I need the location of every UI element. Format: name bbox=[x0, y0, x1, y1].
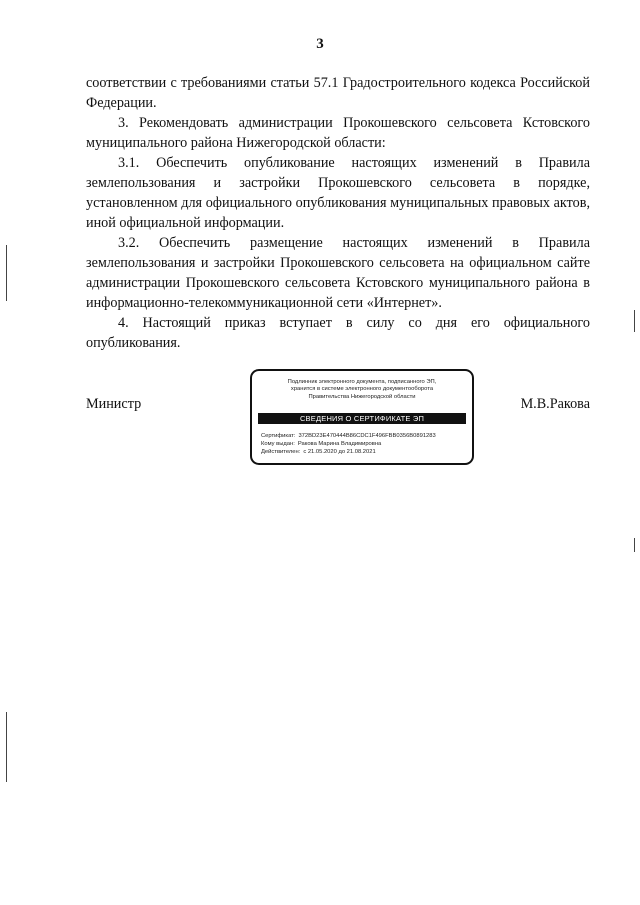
signatory-name: М.В.Ракова bbox=[520, 396, 590, 412]
stamp-details bbox=[261, 432, 468, 456]
certificate-value: 372BD23E470444B86CDC1F496FBB0356B0891283 bbox=[298, 433, 436, 439]
scan-edge-mark bbox=[634, 538, 635, 552]
scan-edge-mark bbox=[6, 712, 7, 782]
paragraph-item-3-1: 3.1. Обеспечить опубликование настоящих изменений в Правила землепользования и застройки Прокошевского сельсовета в порядке, установленном для официального опубликования муниципальных правовых актов, иной официальной информации. bbox=[86, 155, 590, 231]
paragraph-item-3: 3. Рекомендовать администрации Прокошевского сельсовета Кстовского муниципального района Нижегородской области: bbox=[86, 115, 590, 151]
stamp-header-line: Подлинник электронного документа, подписанного ЭП, bbox=[287, 379, 437, 385]
validity-label: Действителен: bbox=[261, 449, 301, 455]
page-number: 3 bbox=[316, 36, 324, 52]
validity-row bbox=[261, 448, 468, 456]
stamp-header bbox=[256, 379, 468, 401]
document-body bbox=[86, 73, 590, 353]
issued-to-row bbox=[261, 440, 468, 448]
electronic-signature-stamp bbox=[250, 369, 474, 465]
stamp-header-line: Правительства Нижегородской области bbox=[308, 393, 416, 400]
scan-edge-mark bbox=[634, 310, 635, 332]
certificate-row bbox=[261, 432, 468, 440]
paragraph-item-3-2: 3.2. Обеспечить размещение настоящих изменений в Правила землепользования и застройки Прокошевского сельсовета на официальном сайте администрации Прокошевского сельсовета Кстовского муниципального района в информационно-телекоммуникационной сети «Интернет». bbox=[86, 235, 590, 311]
validity-value: с 21.05.2020 до 21.08.2021 bbox=[303, 449, 376, 455]
certificate-label: Сертификат: bbox=[261, 433, 296, 439]
paragraph-continuation: соответствии с требованиями статьи 57.1 Градостроительного кодекса Российской Федерации. bbox=[86, 75, 590, 111]
issued-to-label: Кому выдан: bbox=[261, 441, 295, 447]
stamp-header-line: хранится в системе электронного документооборота bbox=[290, 386, 434, 393]
issued-to-value: Ракова Марина Владимировна bbox=[297, 441, 382, 447]
paragraph-item-4: 4. Настоящий приказ вступает в силу со дня его официального опубликования. bbox=[86, 315, 590, 351]
stamp-banner: СВЕДЕНИЯ О СЕРТИФИКАТЕ ЭП bbox=[258, 413, 466, 424]
scan-edge-mark bbox=[6, 245, 7, 301]
signatory-title: Министр bbox=[86, 396, 142, 412]
